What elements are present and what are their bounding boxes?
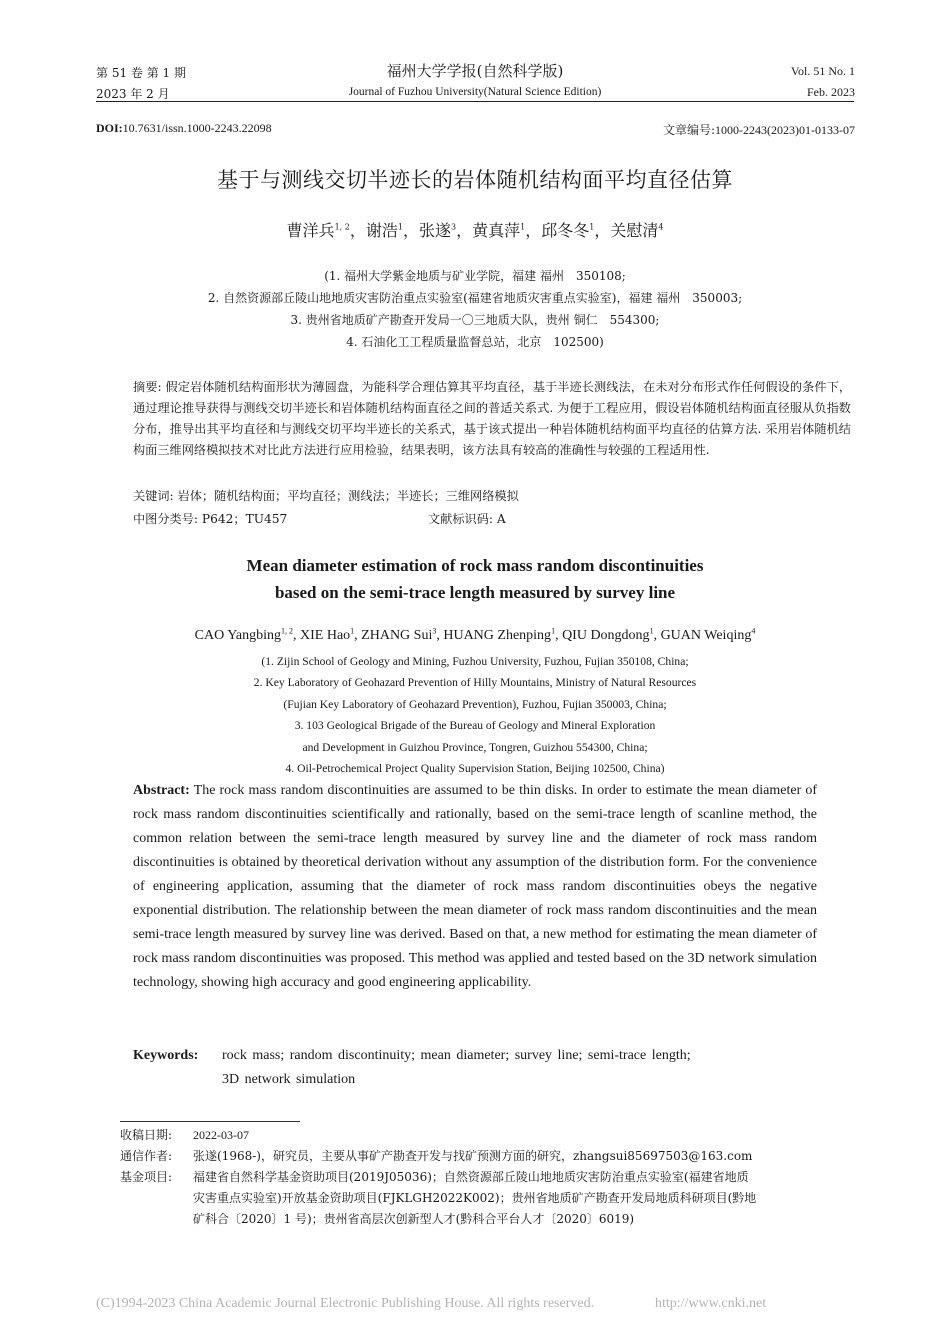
author-cn: 邱冬冬$^1$， xyxy=(541,221,611,240)
doc-code-value: A xyxy=(496,512,506,526)
keywords-en-label: Keywords: xyxy=(133,1048,199,1063)
author-cn: 曹洋兵$^{1, 2}$， xyxy=(286,221,366,240)
authors-cn xyxy=(0,218,950,241)
article-number-value: 1000-2243(2023)01-0133-07 xyxy=(715,123,855,137)
journal-name-cn: 福州大学学报(自然科学版) xyxy=(386,62,564,80)
clc-label: 中图分类号: xyxy=(133,512,199,526)
keywords-en-text xyxy=(222,1044,691,1092)
header-rule xyxy=(96,101,854,102)
date-cn: 2023 年 2 月 xyxy=(96,87,170,101)
received-date: 收稿日期: 2022-03-07 xyxy=(120,1128,249,1142)
website-link[interactable]: http://www.cnki.net xyxy=(655,1296,767,1311)
keywords-cn xyxy=(133,487,519,504)
affiliation-cn: 4. 石油化工工程质量监督总站，北京 102500) xyxy=(346,335,604,349)
article-number-line xyxy=(663,121,855,138)
affiliations-en xyxy=(0,651,950,779)
footnote-rule xyxy=(120,1121,300,1122)
affiliation-en: 2. Key Laboratory of Geohazard Prevention of Hilly Mountains, Ministry of Natural Resources xyxy=(253,676,697,690)
article-number-label: 文章编号: xyxy=(662,123,716,137)
title-en-line: based on the semi-trace length measured by survey line xyxy=(274,583,676,602)
copyright-notice: (C)1994-2023 China Academic Journal Electronic Publishing House. All rights reserved. xyxy=(96,1296,595,1311)
journal-name-en: Journal of Fuzhou University(Natural Science Edition) xyxy=(348,86,602,98)
author-cn: 关慰清$^4$ xyxy=(610,221,664,240)
affiliation-en: (Fujian Key Laboratory of Geohazard Prevention), Fuzhou, Fujian 350003, China; xyxy=(283,697,667,711)
title-en-line: Mean diameter estimation of rock mass random discontinuities xyxy=(246,556,704,575)
abstract-cn-label: 摘要: xyxy=(133,380,162,394)
author-en: ZHANG Sui$^3$, xyxy=(361,626,444,643)
affiliation-cn: (1. 福州大学紫金地质与矿业学院，福建 福州 350108; xyxy=(324,269,626,283)
fund-project: 基金项目: 福建省自然科学基金资助项目(2019J05036)；自然资源部丘陵山地地质灾害防治重点实验室(福建省地质 灾害重点实验室)开放基金资助项目(FJKLGH2022K002)；贵州省地质矿产勘查开发局地质科研项目(黔地 矿科合〔2020〕1 号)；贵州省高层次创新型人才(黔科合平台人才〔2020〕6019) xyxy=(120,1170,757,1226)
author-en: XIE Hao$^1$, xyxy=(300,626,362,643)
abstract-cn xyxy=(133,377,851,461)
abstract-en-label: Abstract: xyxy=(133,783,190,798)
date-en: Feb. 2023 xyxy=(807,85,855,99)
author-cn: 黄真萍$^1$， xyxy=(472,221,542,240)
affiliations-cn xyxy=(0,265,950,353)
affiliation-en: 3. 103 Geological Brigade of the Bureau of Geology and Mineral Exploration xyxy=(294,719,656,733)
affiliation-cn: 3. 贵州省地质矿产勘查开发局一〇三地质大队，贵州 铜仁 554300; xyxy=(290,313,660,327)
clc-value: P642；TU457 xyxy=(201,512,288,526)
author-en: GUAN Weiqing$^4$ xyxy=(660,626,756,643)
keywords-en xyxy=(133,1044,198,1068)
keywords-en-line: 3D network simulation xyxy=(222,1072,356,1087)
title-cn: 基于与测线交切半迹长的岩体随机结构面平均直径估算 xyxy=(217,168,733,192)
footnotes xyxy=(120,1125,850,1230)
authors-en xyxy=(0,628,950,644)
affiliation-en: (1. Zijin School of Geology and Mining, Fuzhou University, Fuzhou, Fujian 350108, China; xyxy=(261,655,689,668)
doi-value: 10.7631/issn.1000-2243.22098 xyxy=(122,121,272,135)
doi-label: DOI: xyxy=(96,121,123,135)
clc-number xyxy=(133,510,287,527)
author-en: QIU Dongdong$^1$, xyxy=(562,626,661,643)
keywords-cn-label: 关键词: xyxy=(133,489,174,503)
author-cn: 张遂$^3$， xyxy=(418,221,473,240)
abstract-en xyxy=(133,779,817,995)
abstract-en-text: The rock mass random discontinuities are assumed to be thin disks. In order to estimate the mean diameter of rock mass random discontinuities scientifically and rationally, based on the semi-trace length of scanline method, the common relation between the semi-trace length measured by survey line and the diameter of rock mass random discontinuities is obtained by theoretical derivation without any assumption of the distribution form. For the convenience of engineering application, assuming that the diameter of rock mass random discontinuities obeys the negative exponential distribution. The relationship between the mean diameter of rock mass random discontinuities and the mean semi-trace length measured by survey line was derived. Based on that, a new method for estimating the mean diameter of rock mass random discontinuities was proposed. This method was applied and tested based on the 3D network simulation technology, showing high accuracy and good engineering applicability. xyxy=(133,783,818,990)
abstract-cn-text: 假定岩体随机结构面形状为薄圆盘，为能科学合理估算其平均直径，基于半迹长测线法，在未对分布形式作任何假设的条件下，通过理论推导获得与测线交切半迹长和岩体随机结构面直径之间的普适关系式. 为便于工程应用，假设岩体随机结构面直径服从负指数分布，推导出其平均直径和与测线交切平均半迹长的关系式，基于该式提出一种岩体随机结构面平均直径的估算方法. 采用岩体随机结构面三维网络模拟技术对比此方法进行应用检验，结果表明，该方法具有较高的准确性与较强的工程适用性. xyxy=(133,380,852,457)
doi-line xyxy=(96,121,272,136)
volume-issue-cn: 第 51 卷 第 1 期 xyxy=(96,66,186,80)
author-en: CAO Yangbing$^{1, 2}$, xyxy=(194,626,301,643)
affiliation-en: and Development in Guizhou Province, Tongren, Guizhou 554300, China; xyxy=(302,740,648,754)
corresponding-author: 通信作者: 张遂(1968-)，研究员，主要从事矿产勘查开发与找矿预测方面的研究，zhangsui85697503@163.com xyxy=(120,1149,753,1163)
document-code xyxy=(428,510,506,527)
doc-code-label: 文献标识码: xyxy=(428,512,494,526)
volume-issue-en: Vol. 51 No. 1 xyxy=(790,64,855,78)
keywords-cn-text: 岩体；随机结构面；平均直径；测线法；半迹长；三维网络模拟 xyxy=(177,489,519,503)
affiliation-en: 4. Oil-Petrochemical Project Quality Supervision Station, Beijing 102500, China) xyxy=(285,762,665,776)
title-en xyxy=(0,552,950,606)
keywords-en-line: rock mass; random discontinuity; mean diameter; survey line; semi-trace length; xyxy=(222,1048,691,1063)
author-cn: 谢浩$^1$， xyxy=(365,221,419,240)
affiliation-cn: 2. 自然资源部丘陵山地地质灾害防治重点实验室(福建省地质灾害重点实验室)，福建 福州 350003; xyxy=(207,291,743,305)
author-en: HUANG Zhenping$^1$, xyxy=(443,626,563,643)
